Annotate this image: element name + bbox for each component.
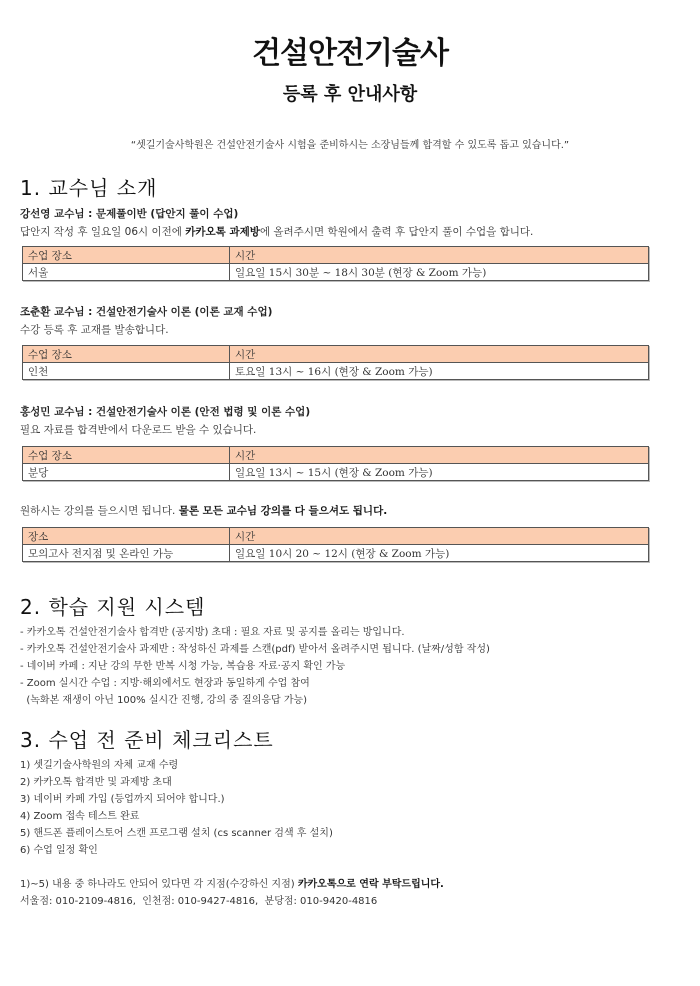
table-header-row [23, 346, 649, 363]
header-location: 수업 장소 [23, 346, 230, 363]
professor-2-desc: 수강 등록 후 교재를 발송합니다. [20, 324, 169, 336]
checklist-item: 3) 네이버 카페 가입 (등업까지 되어야 합니다.) [20, 794, 225, 805]
checklist-item: 6) 수업 일정 확인 [20, 845, 98, 856]
cell-location: 서울 [23, 264, 230, 281]
checklist-item: 5) 핸드폰 플레이스토어 스캔 프로그램 설치 (cs scanner 검색 후 설치) [20, 828, 333, 839]
contact-note [20, 875, 444, 890]
note-bold-text: 물론 모든 교수님 강의를 다 들으셔도 됩니다. [178, 505, 388, 517]
header-location: 수업 장소 [23, 247, 230, 264]
contact-bold-text: 카카오톡으로 연락 부탁드립니다. [297, 879, 444, 890]
all-lectures-note [20, 503, 387, 518]
branch-phone-numbers: 서울점: 010-2109-4816, 인천점: 010-9427-4816, 분당점: 010-9420-4816 [20, 896, 378, 907]
note-text: 원하시는 강의를 들으시면 됩니다. [20, 505, 179, 517]
document-subtitle: 등록 후 안내사항 [282, 84, 418, 105]
header-location: 장소 [23, 528, 230, 545]
cell-time: 토요일 13시 ~ 16시 (현장 & Zoom 가능) [230, 363, 649, 380]
table-header-row [23, 447, 649, 464]
contact-text: 1)~5) 내용 중 하나라도 안되어 있다면 각 지점(수강하신 지점) [20, 879, 298, 890]
header-time: 시간 [230, 447, 649, 464]
header-time: 시간 [230, 346, 649, 363]
professor-3-title: 홍성민 교수님 : 건설안전기술사 이론 (안전 법령 및 이론 수업) [20, 406, 311, 418]
section-1-heading: 1. 교수님 소개 [20, 176, 158, 200]
cell-time: 일요일 10시 20 ~ 12시 (현장 & Zoom 가능) [230, 545, 649, 562]
support-item: - 네이버 카페 : 지난 강의 무한 반복 시청 가능, 복습용 자료·공지 확인 가능 [20, 661, 346, 672]
support-item: - 카카오톡 건설안전기술사 과제반 : 작성하신 과제를 스캔(pdf) 받아서 올려주시면 됩니다. (날짜/성함 작성) [20, 644, 490, 655]
checklist-item: 2) 카카오톡 합격반 및 과제방 초대 [20, 777, 172, 788]
schedule-table-seoul [22, 246, 649, 281]
table-header-row [23, 247, 649, 264]
table-row [23, 363, 649, 380]
support-item: - 카카오톡 건설안전기술사 합격반 (공지방) 초대 : 필요 자료 및 공지를 올리는 방입니다. [20, 627, 405, 638]
header-time: 시간 [230, 528, 649, 545]
table-row [23, 264, 649, 281]
desc-text: 답안지 작성 후 일요일 06시 이전에 [20, 226, 186, 238]
checklist-item: 1) 셋길기술사학원의 자체 교재 수령 [20, 760, 179, 771]
professor-2-title: 조춘환 교수님 : 건설안전기술사 이론 (이론 교재 수업) [20, 306, 273, 318]
header-location: 수업 장소 [23, 447, 230, 464]
kakao-homework-room: 카카오톡 과제방 [185, 226, 260, 238]
cell-location: 인천 [23, 363, 230, 380]
schedule-table-bundang [22, 446, 649, 481]
header-time: 시간 [230, 247, 649, 264]
checklist-item: 4) Zoom 접속 테스트 완료 [20, 811, 140, 822]
desc-text: 에 올려주시면 학원에서 출력 후 답안지 풀이 수업을 합니다. [259, 226, 534, 238]
cell-time: 일요일 15시 30분 ~ 18시 30분 (현장 & Zoom 가능) [230, 264, 649, 281]
cell-location: 모의고사 전지점 및 온라인 가능 [23, 545, 230, 562]
support-item: - Zoom 실시간 수업 : 지방·해외에서도 현장과 동일하게 수업 참여 [20, 678, 310, 689]
professor-3-desc: 필요 자료를 합격반에서 다운로드 받을 수 있습니다. [20, 424, 257, 436]
professor-1-desc [20, 224, 533, 239]
professor-1-title: 강선영 교수님 : 문제풀이반 (답안지 풀이 수업) [20, 208, 239, 220]
intro-quote: “셋길기술사학원은 건설안전기술사 시험을 준비하시는 소장님들께 합격할 수 있도록 돕고 있습니다.” [130, 140, 570, 151]
schedule-table-mock-exam [22, 527, 649, 562]
document-title: 건설안전기술사 [252, 36, 448, 71]
table-row [23, 464, 649, 481]
table-header-row [23, 528, 649, 545]
support-item: (녹화본 재생이 아닌 100% 실시간 진행, 강의 중 질의응답 가능) [20, 695, 308, 706]
schedule-table-incheon [22, 345, 649, 380]
section-2-heading: 2. 학습 지원 시스템 [20, 595, 206, 619]
section-3-heading: 3. 수업 전 준비 체크리스트 [20, 728, 274, 752]
table-row [23, 545, 649, 562]
cell-location: 분당 [23, 464, 230, 481]
cell-time: 일요일 13시 ~ 15시 (현장 & Zoom 가능) [230, 464, 649, 481]
